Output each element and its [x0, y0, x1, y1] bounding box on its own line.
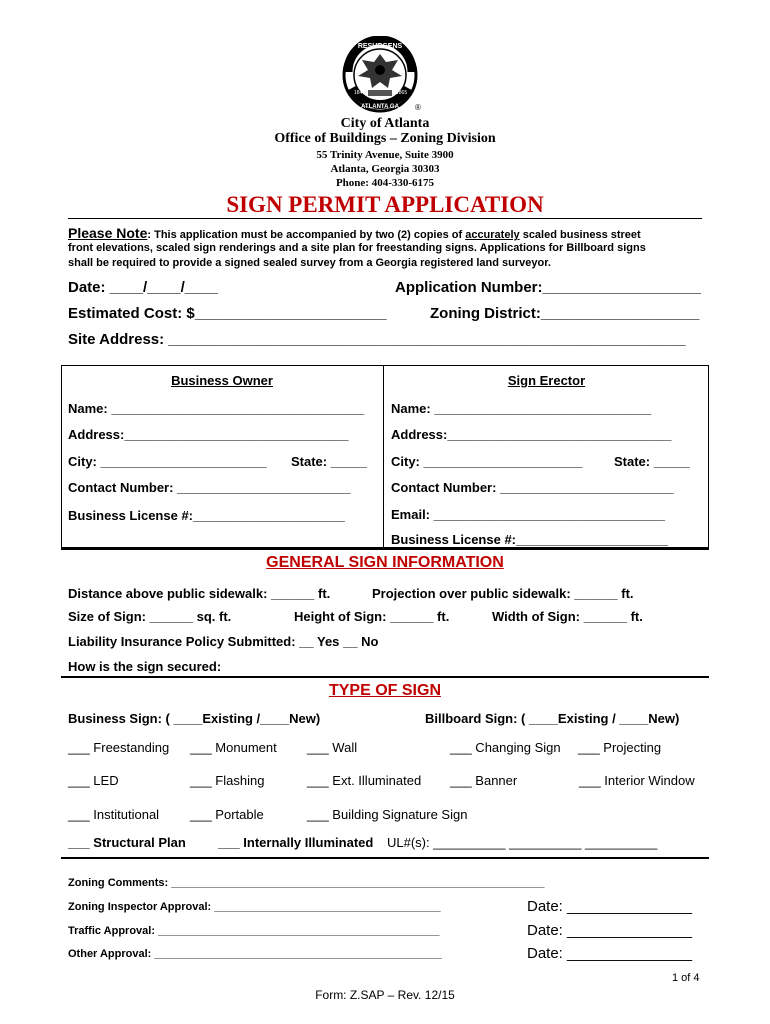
option-ext-illuminated[interactable]: ___ Ext. Illuminated: [307, 773, 422, 788]
seal-year-right: 1865: [396, 90, 408, 96]
city-seal-logo: [338, 36, 424, 116]
page-title: SIGN PERMIT APPLICATION: [226, 192, 544, 217]
erector-email-field[interactable]: Email: ________________________________: [391, 507, 665, 522]
office-address-line2: Atlanta, Georgia 30303: [330, 163, 440, 175]
owner-address-field[interactable]: Address:_______________________________: [68, 427, 349, 442]
seal-year-left: 1847: [354, 90, 366, 96]
sign-erector-heading: Sign Erector: [507, 373, 586, 388]
note-line-2: front elevations, scaled sign renderings and a site plan for freestanding signs. Applications for Billboard signs: [68, 242, 646, 254]
option-institutional[interactable]: ___ Institutional: [68, 807, 160, 822]
inspector-approval-field[interactable]: Zoning Inspector Approval: _____________________________________: [68, 901, 441, 913]
other-date-field[interactable]: Date: _______________: [527, 945, 693, 962]
city-name: City of Atlanta: [340, 116, 430, 131]
title-rule: [68, 218, 702, 219]
zoning-district-field[interactable]: Zoning District:___________________: [430, 305, 700, 322]
distance-field[interactable]: Distance above public sidewalk: ______ ft.: [68, 586, 331, 601]
estimated-cost-field[interactable]: Estimated Cost: $_______________________: [68, 305, 387, 322]
owner-name-field[interactable]: Name: ___________________________________: [68, 401, 365, 416]
option-structural-plan[interactable]: ___ Structural Plan: [68, 835, 186, 850]
secured-field[interactable]: How is the sign secured:: [68, 659, 222, 674]
liability-field[interactable]: Liability Insurance Policy Submitted: __ Yes __ No: [68, 634, 379, 649]
option-flashing[interactable]: ___ Flashing: [190, 773, 265, 788]
option-internally-illuminated[interactable]: ___ Internally Illuminated: [218, 835, 374, 850]
owner-license-field[interactable]: Business License #:_____________________: [68, 508, 345, 523]
site-address-field[interactable]: Site Address: ______________________________________________________________: [68, 331, 686, 348]
zoning-comments-label: Zoning Comments: _____________________________________________________________: [68, 877, 545, 889]
option-monument[interactable]: ___ Monument: [190, 740, 277, 755]
owner-contact-field[interactable]: Contact Number: ________________________: [68, 480, 351, 495]
option-banner[interactable]: ___ Banner: [450, 773, 518, 788]
traffic-date-field[interactable]: Date: _______________: [527, 922, 693, 939]
inspector-date-field[interactable]: Date: _______________: [527, 898, 693, 915]
height-field[interactable]: Height of Sign: ______ ft.: [294, 609, 450, 624]
seal-ring-top: RESURGENS: [357, 43, 403, 50]
owner-state-field[interactable]: State: _____: [291, 454, 367, 469]
office-address-line1: 55 Trinity Avenue, Suite 3900: [316, 149, 454, 161]
projection-field[interactable]: Projection over public sidewalk: ______ ft.: [372, 586, 634, 601]
option-building-signature[interactable]: ___ Building Signature Sign: [307, 807, 468, 822]
option-changing-sign[interactable]: ___ Changing Sign: [450, 740, 561, 755]
office-phone: Phone: 404-330-6175: [335, 177, 435, 189]
option-interior-window[interactable]: ___ Interior Window: [579, 773, 695, 788]
traffic-approval-field[interactable]: Traffic Approval: ______________________________________________: [68, 925, 440, 937]
erector-city-field[interactable]: City: ______________________: [391, 454, 583, 469]
note-line-1: [68, 225, 641, 241]
note-text-2: scaled business street: [519, 229, 641, 241]
ul-numbers-field[interactable]: UL#(s): __________ __________ __________: [387, 835, 658, 850]
erector-state-field[interactable]: State: _____: [614, 454, 690, 469]
contacts-divider: [383, 365, 384, 548]
option-portable[interactable]: ___ Portable: [190, 807, 264, 822]
option-projecting[interactable]: ___ Projecting: [578, 740, 662, 755]
date-field[interactable]: Date: ____/____/____: [68, 279, 219, 296]
erector-address-field[interactable]: Address:_______________________________: [391, 427, 672, 442]
note-text-1: : This application must be accompanied by two (2) copies of: [147, 229, 466, 241]
option-wall[interactable]: ___ Wall: [307, 740, 358, 755]
option-freestanding[interactable]: ___ Freestanding: [68, 740, 170, 755]
other-approval-field[interactable]: Other Approval: _______________________________________________: [68, 948, 442, 960]
page-number: 1 of 4: [672, 972, 700, 984]
erector-name-field[interactable]: Name: ______________________________: [391, 401, 652, 416]
registered-mark: ®: [415, 103, 421, 112]
zoning-comments-field[interactable]: [68, 877, 544, 889]
business-sign-field[interactable]: Business Sign: ( ____Existing /____New): [68, 711, 321, 726]
width-field[interactable]: Width of Sign: ______ ft.: [492, 609, 643, 624]
owner-city-field[interactable]: City: _______________________: [68, 454, 267, 469]
option-led[interactable]: ___ LED: [68, 773, 119, 788]
approvals-top-rule: [61, 857, 709, 859]
general-top-rule: [61, 548, 709, 550]
general-heading: GENERAL SIGN INFORMATION: [266, 554, 504, 571]
note-line-3: shall be required to provide a signed sealed survey from a Georgia registered land surveyor.: [68, 257, 551, 269]
business-owner-heading: Business Owner: [171, 373, 273, 388]
seal-ring-bottom: ATLANTA GA: [361, 104, 399, 110]
billboard-sign-field[interactable]: Billboard Sign: ( ____Existing / ____New): [425, 711, 680, 726]
type-heading: TYPE OF SIGN: [328, 682, 441, 699]
form-revision: Form: Z.SAP – Rev. 12/15: [315, 988, 455, 1002]
note-emphasis: accurately: [465, 229, 520, 241]
application-number-field[interactable]: Application Number:___________________: [395, 279, 702, 296]
type-top-rule: [61, 676, 709, 678]
erector-license-field[interactable]: Business License #:_____________________: [391, 532, 668, 547]
note-label: Please Note: [68, 225, 148, 241]
erector-contact-field[interactable]: Contact Number: ________________________: [391, 480, 674, 495]
size-field[interactable]: Size of Sign: ______ sq. ft.: [68, 609, 232, 624]
office-name: Office of Buildings – Zoning Division: [274, 131, 496, 146]
